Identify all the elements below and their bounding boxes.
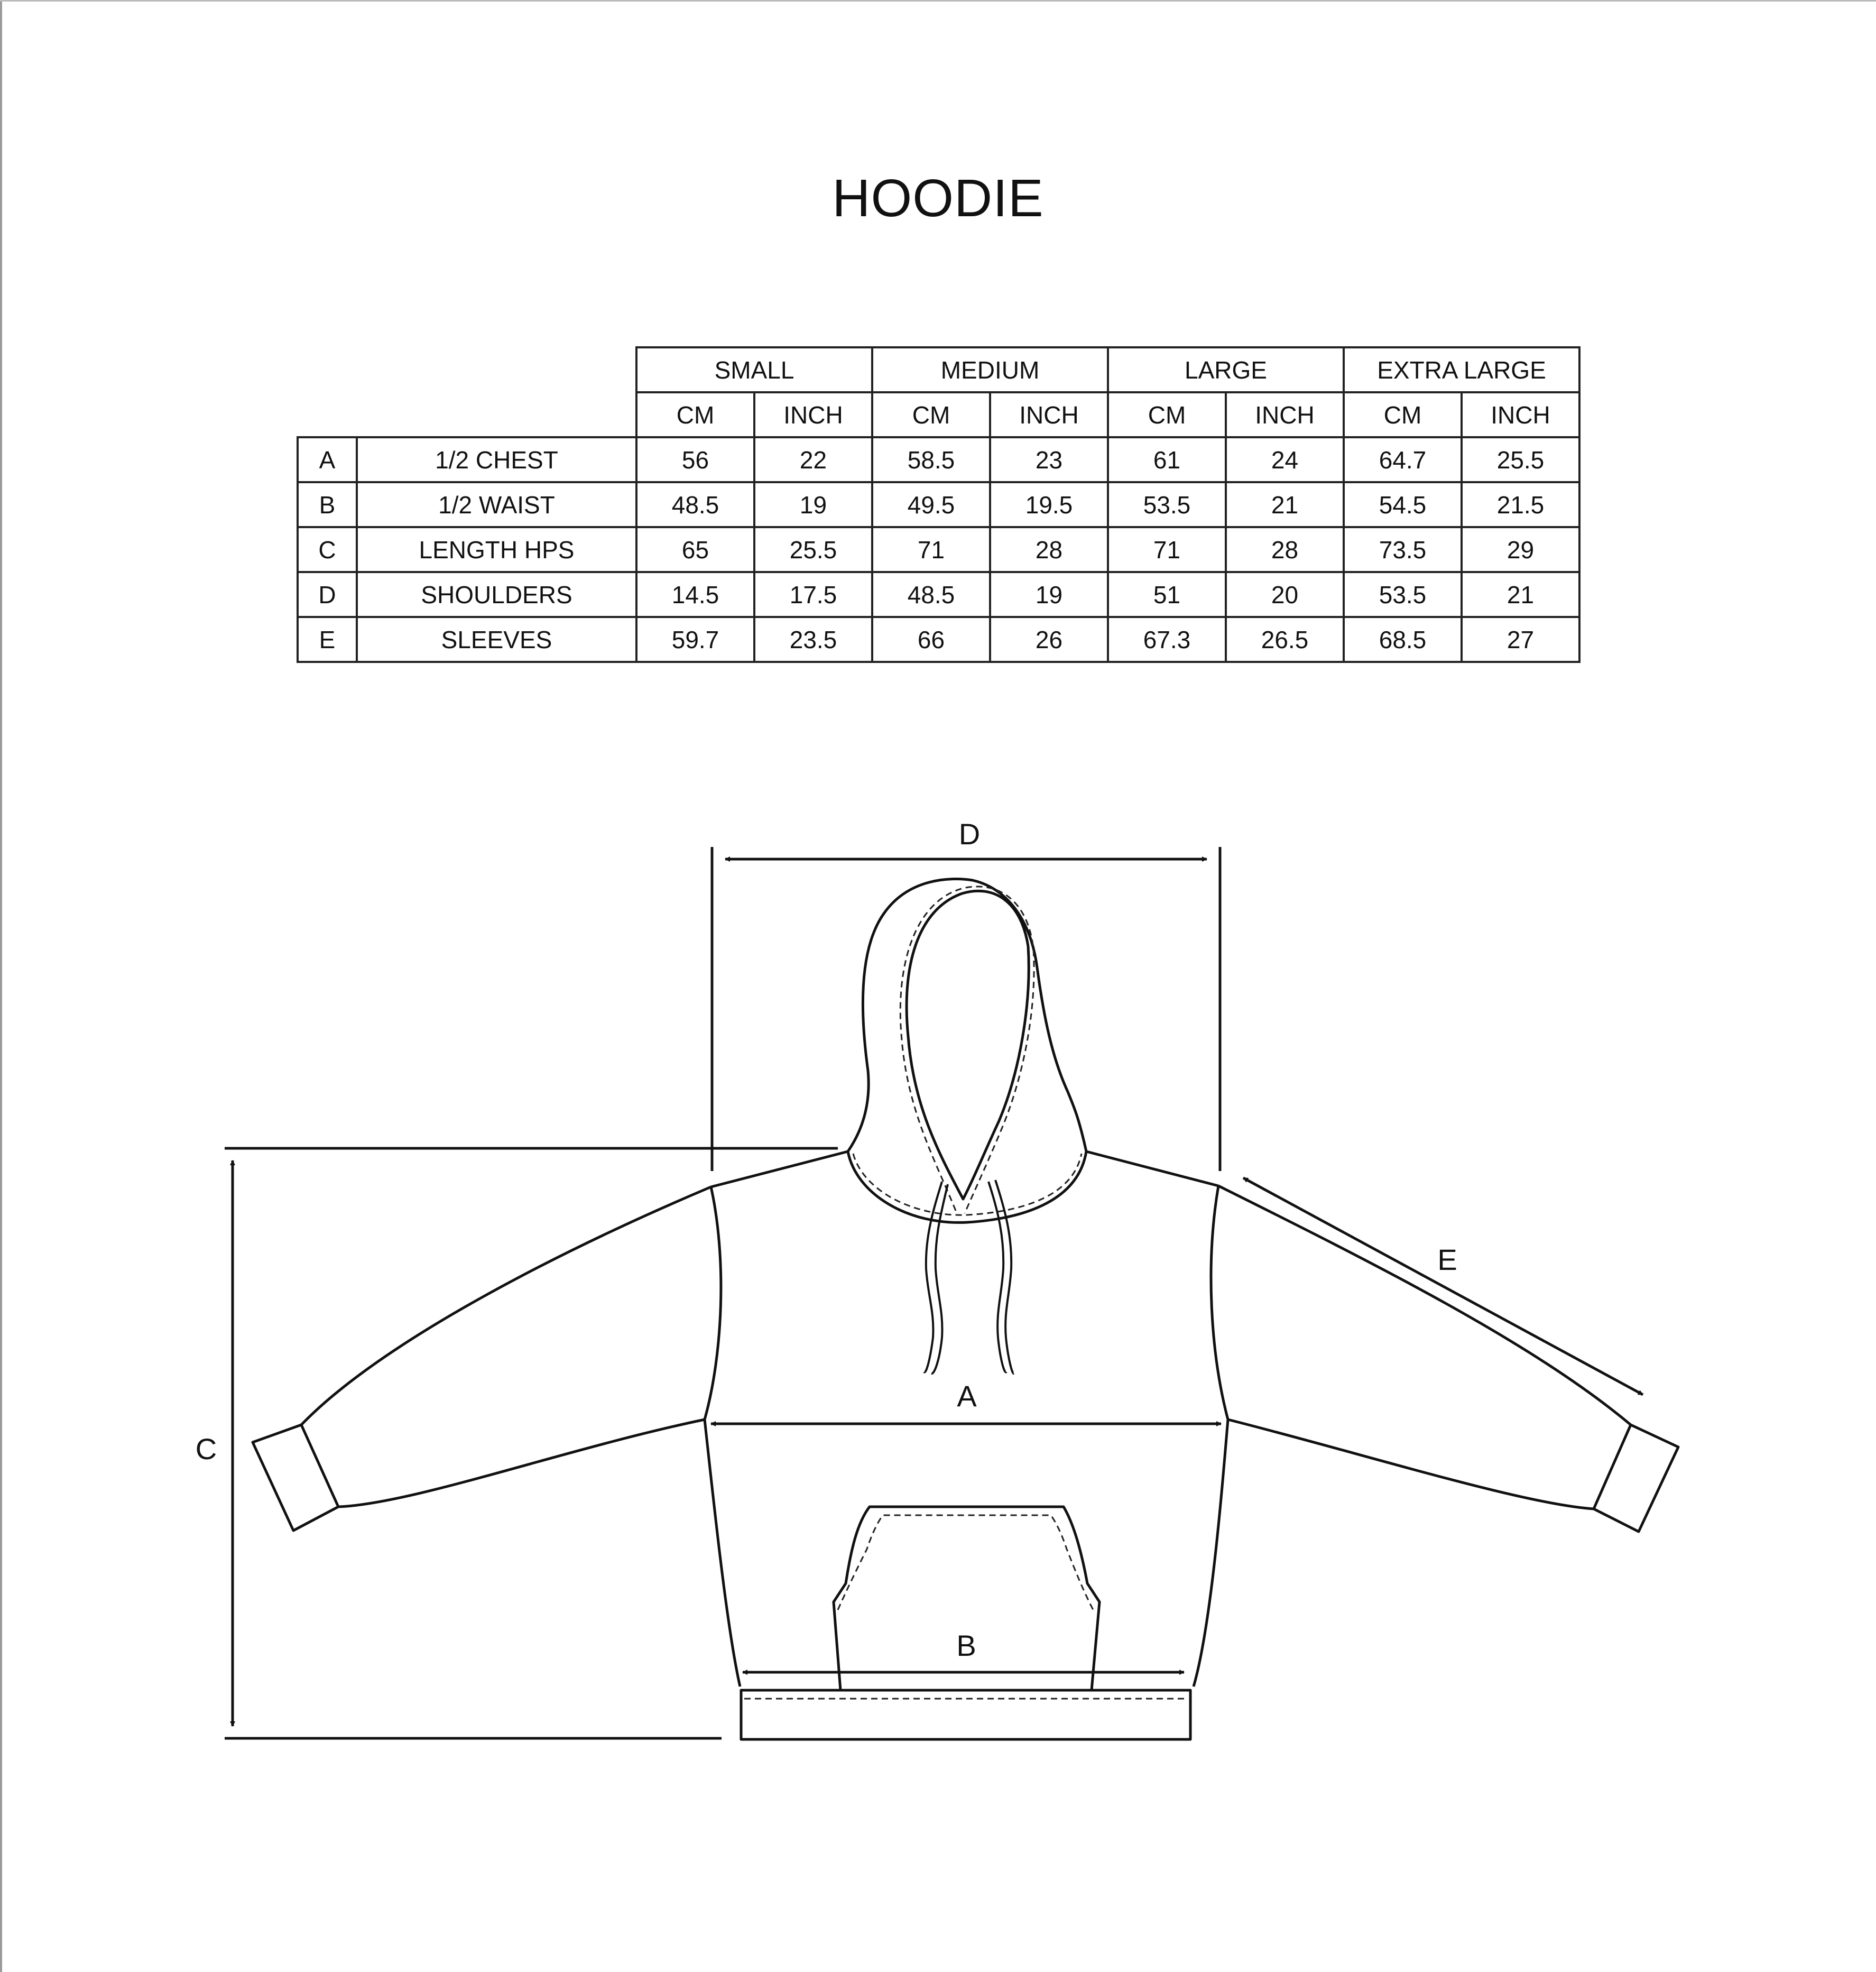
left-sleeve-top [301,1187,711,1425]
table-cell: 48.5 [636,482,754,527]
table-cell: 64.7 [1344,437,1462,482]
row-code: A [298,437,357,482]
table-cell: 66 [872,617,990,662]
unit-header: INCH [1462,392,1579,437]
table-cell: 26 [990,617,1108,662]
table-cell: 54.5 [1344,482,1462,527]
hood-outer [848,879,1086,1151]
right-cuff [1594,1425,1678,1532]
left-body-side [705,1420,740,1687]
table-cell: 56 [636,437,754,482]
table-cell: 71 [872,527,990,572]
label-a: A [957,1379,977,1413]
table-cell: 65 [636,527,754,572]
unit-header: INCH [990,392,1108,437]
row-label: SHOULDERS [357,572,636,617]
waistband [741,1690,1190,1739]
unit-header: CM [636,392,754,437]
table-cell: 22 [754,437,872,482]
left-armhole-seam [705,1187,721,1420]
table-cell: 53.5 [1344,572,1462,617]
table-cell: 21.5 [1462,482,1579,527]
unit-header: INCH [754,392,872,437]
row-label: 1/2 CHEST [357,437,636,482]
left-sleeve-bottom [338,1420,705,1507]
unit-header: CM [1108,392,1226,437]
label-b: B [956,1629,976,1662]
table-cell: 49.5 [872,482,990,527]
row-label: LENGTH HPS [357,527,636,572]
table-cell: 59.7 [636,617,754,662]
left-shoulder-line [711,1151,848,1187]
table-cell: 67.3 [1108,617,1226,662]
table-cell: 51 [1108,572,1226,617]
table-cell: 68.5 [1344,617,1462,662]
kangaroo-pocket [834,1507,1099,1690]
table-cell: 73.5 [1344,527,1462,572]
size-header-medium: MEDIUM [872,347,1108,392]
measurement-guides [225,847,1643,1738]
label-c: C [195,1432,217,1466]
table-cell: 21 [1226,482,1344,527]
table-cell: 58.5 [872,437,990,482]
table-cell: 28 [990,527,1108,572]
drawstring-left [924,1182,948,1374]
label-d: D [958,817,981,851]
table-cell: 20 [1226,572,1344,617]
table-cell: 23 [990,437,1108,482]
measurement-labels [196,817,1457,1662]
table-cell: 24 [1226,437,1344,482]
table-cell: 28 [1226,527,1344,572]
right-sleeve-bottom [1228,1420,1594,1509]
table-cell: 25.5 [754,527,872,572]
table-cell: 19 [754,482,872,527]
row-code: B [298,482,357,527]
table-cell: 25.5 [1462,437,1579,482]
table-cell: 61 [1108,437,1226,482]
page-title: HOODIE [832,169,1044,228]
size-header-extra-large: EXTRA LARGE [1344,347,1579,392]
unit-header: CM [872,392,990,437]
unit-header: CM [1344,392,1462,437]
table-cell: 23.5 [754,617,872,662]
table-cell: 71 [1108,527,1226,572]
table-cell: 48.5 [872,572,990,617]
drawstrings [924,1180,1014,1374]
row-label: SLEEVES [357,617,636,662]
right-shoulder-line [1086,1151,1218,1186]
table-cell: 29 [1462,527,1579,572]
hoodie-outline [253,879,1678,1739]
left-cuff [253,1425,338,1531]
hood-inner [907,891,1029,1199]
pocket-stitch [838,1515,1093,1610]
dimension-arrow-e [1243,1178,1643,1395]
size-header-small: SMALL [636,347,872,392]
table-cell: 19.5 [990,482,1108,527]
table-cell: 53.5 [1108,482,1226,527]
row-label: 1/2 WAIST [357,482,636,527]
table-cell: 19 [990,572,1108,617]
right-body-side [1194,1420,1228,1687]
size-header-large: LARGE [1108,347,1344,392]
row-code: D [298,572,357,617]
right-sleeve-top [1218,1186,1631,1425]
right-armhole-seam [1211,1186,1228,1420]
neckline [848,1151,1086,1222]
table-cell: 14.5 [636,572,754,617]
label-e: E [1437,1243,1457,1276]
hoodie-stitching [744,887,1187,1699]
row-code: C [298,527,357,572]
row-code: E [298,617,357,662]
table-cell: 21 [1462,572,1579,617]
table-cell: 27 [1462,617,1579,662]
table-cell: 26.5 [1226,617,1344,662]
unit-header: INCH [1226,392,1344,437]
table-cell: 17.5 [754,572,872,617]
